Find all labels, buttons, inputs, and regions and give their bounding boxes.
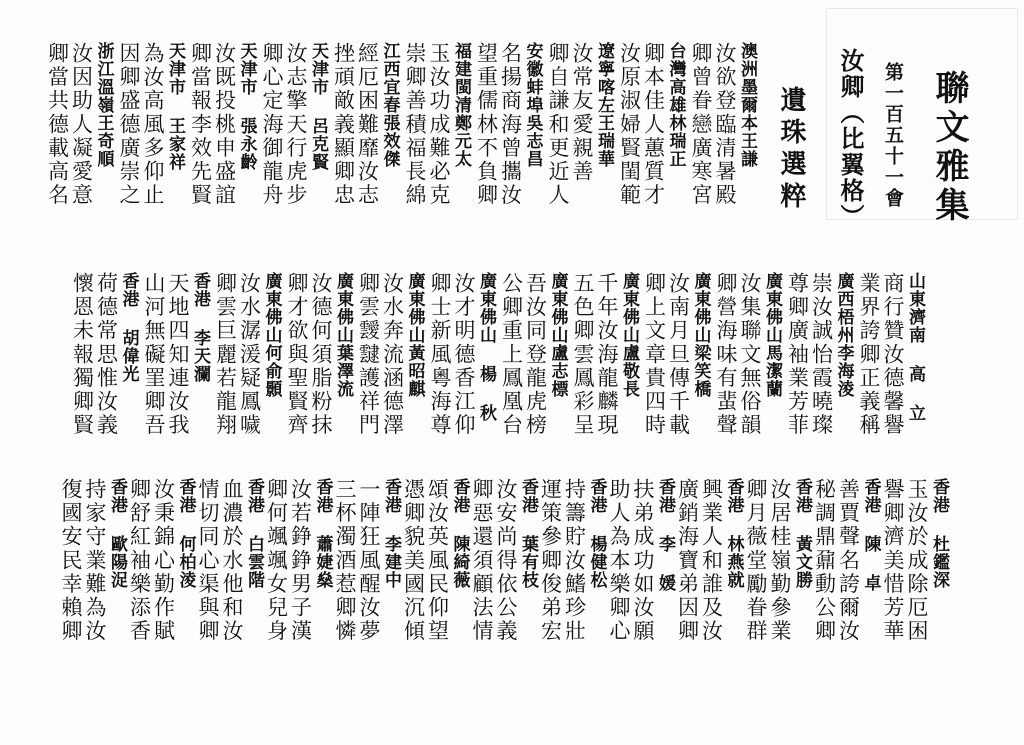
poet-name: 香港 黃文勝	[792, 478, 812, 589]
poet-name: 香港 何柏淩	[175, 478, 196, 589]
couplet-line-a: 汝南月旦傳千載	[666, 272, 691, 438]
poet-name: 香港 蕭婕燊	[312, 478, 333, 589]
couplet-line-a: 汝因助人凝愛意	[69, 42, 94, 208]
couplet-line-a: 汝才明德香江仰	[452, 272, 476, 438]
couplet-line-a: 天地四知連汝我	[166, 272, 190, 438]
couplet-line-a: 持籌貯汝鰭珍壯	[562, 478, 587, 644]
poet-name: 江西宜春張效傑	[379, 42, 400, 168]
poet-name: 香港 李天瀾	[190, 272, 210, 383]
couplet-line-a: 玉汝功成難必克	[427, 42, 451, 208]
couplet-line-b: 運策參卿俊弟宏	[538, 478, 563, 644]
poet-name: 台灣高雄林瑞正	[665, 42, 686, 168]
couplet-line-b: 因卿盛德廣崇之	[117, 42, 141, 208]
poet-name: 天津市 張永齡	[236, 42, 257, 171]
poet-name: 香港 李 媛	[655, 478, 675, 592]
poet-name: 香港 杜鑑深	[929, 478, 949, 589]
poet-name: 廣東佛山何俞顥	[261, 272, 282, 398]
couplet-line-a: 持家守業難為汝	[83, 478, 107, 644]
couplet-line-a: 汝既投桃申盛誼	[212, 42, 237, 208]
poet-name: 香港 歐陽浞	[107, 478, 127, 589]
couplet-line-b: 助人為本樂卿心	[607, 478, 631, 644]
couplet-line-b: 五色卿雲鳳彩呈	[571, 272, 595, 438]
couplet-line-b: 汝原淑婦賢閨範	[617, 42, 642, 208]
poet-name: 廣東佛山葉澤流	[333, 272, 353, 398]
couplet-line-a: 名揚商海曾攜汝	[498, 42, 523, 208]
poet-name: 廣東佛山盧敬長	[619, 272, 639, 398]
couplet-line-b: 卿心定海御龍舟	[260, 42, 284, 208]
poet-name: 香港 陳綺薇	[449, 478, 470, 589]
couplet-line-b: 卿舒紅袖樂添香	[127, 478, 152, 644]
couplet-line-a: 汝若錚錚男子漢	[288, 478, 313, 644]
couplet-line-a: 興業人和誰及汝	[699, 478, 724, 644]
couplet-line-b: 山河無礙罣卿吾	[142, 272, 166, 438]
couplet-line-a: 血濃於水他和汝	[220, 478, 244, 644]
poet-name: 山東濟南 高 立	[905, 272, 925, 422]
couplet-line-b: 譽卿濟美惜芳華	[881, 478, 905, 644]
couplet-line-b: 情切同心渠與卿	[196, 478, 220, 644]
couplet-line-b: 卿雲靉靆護祥門	[356, 272, 381, 438]
couplet-line-b: 秘調鼎鼐動公卿	[812, 478, 837, 644]
couplet-line-a: 汝德何須脂粉抹	[309, 272, 333, 438]
couplet-line-a: 玉汝於成除厄困	[905, 478, 929, 644]
couplet-line-a: 汝居桂嶺勤參業	[768, 478, 792, 644]
couplet-line-b: 懷恩未報獨卿賢	[70, 272, 95, 438]
couplet-line-a: 汝水潺湲疑鳳噦	[237, 272, 262, 438]
poet-name: 遼寧喀左王瑞華	[594, 42, 614, 168]
couplet-line-a: 吾汝同登龍虎榜	[523, 272, 548, 438]
couplet-line-b: 卿士新風粵海尊	[428, 272, 452, 438]
couplet-line-b: 挫頑敵義顯卿忠	[331, 42, 356, 208]
couplet-line-b: 卿才欲與聖賢齊	[285, 272, 309, 438]
couplet-line-b: 卿曾眷戀廣寒宮	[689, 42, 713, 208]
poet-name: 香港 李建中	[381, 478, 401, 589]
couplet-line-b: 卿當報李效先賢	[188, 42, 213, 208]
couplet-line-b: 三杯濁酒惹卿憐	[333, 478, 357, 644]
couplet-line-a: 善賈聲名誇爾汝	[836, 478, 861, 644]
poet-name: 香港 陳 卓	[860, 478, 881, 592]
couplet-line-a: 汝秉錦心勤作賦	[151, 478, 176, 644]
poet-name: 廣東佛山盧志標	[547, 272, 568, 398]
poet-name: 香港 白雲階	[244, 478, 264, 589]
couplet-line-b: 崇卿善積福長綿	[403, 42, 427, 208]
couplet-line-b: 卿上文章貴四時	[642, 272, 667, 438]
poet-name: 安徽蚌埠吳志昌	[522, 42, 543, 168]
couplet-line-a: 崇汝誠怡霞曉璨	[809, 272, 834, 438]
journal-title: 聯文雅集	[929, 70, 969, 226]
couplet-line-a: 荷德常思惟汝義	[94, 272, 119, 438]
couplet-line-a: 卿本佳人蕙質才	[641, 42, 666, 208]
couplet-line-b: 尊卿廣袖業芳菲	[785, 272, 810, 438]
couplet-line-b: 卿營海味有蜚聲	[714, 272, 738, 438]
couplet-line-b: 業界誇卿正義稱	[857, 272, 881, 438]
couplet-line-a: 汝集聯文無俗韻	[738, 272, 762, 438]
couplet-line-a: 經厄困難靡汝志	[355, 42, 380, 208]
poet-name: 香港 林燕就	[723, 478, 744, 589]
couplet-line-b: 卿何颯颯女兒身	[264, 478, 289, 644]
poet-name: 廣東佛山梁笑橋	[690, 272, 711, 398]
section-title: 遺珠選粹	[776, 86, 806, 214]
session-number: 第一百五十一會	[882, 62, 904, 209]
couplet-line-b: 卿自謙和更近人	[546, 42, 570, 208]
couplet-line-a: 千年汝海龍麟現	[595, 272, 619, 438]
couplet-line-b: 卿月薇堂勵眷群	[744, 478, 768, 644]
poet-name: 浙江溫嶺王奇順	[93, 42, 114, 168]
poet-name: 廣東佛山馬潔蘭	[762, 272, 782, 398]
couplet-line-b: 廣銷海寶弟因卿	[675, 478, 700, 644]
poet-name: 廣東佛山黃昭麒	[404, 272, 425, 398]
couplet-line-a: 商行贊汝德馨譽	[881, 272, 905, 438]
couplet-line-a: 頌汝英風民仰望	[425, 478, 450, 644]
couplet-line-b: 憑卿貌美國沉傾	[401, 478, 426, 644]
couplet-line-a: 一陣狂風醒汝夢	[357, 478, 381, 644]
couplet-line-b: 卿雲巨麗若龍翔	[213, 272, 238, 438]
couplet-line-b: 公卿重上鳳凰台	[499, 272, 524, 438]
couplet-line-b: 復國安民幸賴卿	[59, 478, 83, 644]
couplet-line-a: 汝安尚得依公義	[494, 478, 518, 644]
poet-name: 天津市 王家祥	[165, 42, 185, 171]
couplet-line-a: 汝欲登臨清暑殿	[713, 42, 737, 208]
couplet-line-a: 汝常友愛親善	[570, 42, 594, 184]
couplet-line-a: 汝志擎天行虎步	[284, 42, 308, 208]
couplet-line-a: 汝水奔流涵德澤	[380, 272, 405, 438]
poet-name: 澳洲墨爾本王謙	[737, 42, 757, 168]
poet-name: 香港 胡偉光	[118, 272, 139, 383]
poet-name: 福建閩清鄭元太	[451, 42, 471, 168]
couplet-line-a: 為汝高風多仰止	[141, 42, 165, 208]
poet-name: 廣西梧州李海淩	[833, 272, 854, 398]
couplet-line-a: 扶弟成功如汝願	[631, 478, 655, 644]
theme-title: 汝卿（比翼格）	[836, 48, 865, 230]
couplet-line-b: 卿惡還須顧法情	[470, 478, 494, 644]
couplet-line-b: 卿當共德載高名	[45, 42, 70, 208]
poet-name: 天津市 呂克賢	[308, 42, 328, 171]
poet-name: 香港 葉有枝	[518, 478, 538, 589]
couplet-line-b: 望重儒林不負卿	[474, 42, 499, 208]
poet-name: 香港 楊健松	[586, 478, 607, 589]
poet-name: 廣東佛山 楊 秋	[476, 272, 496, 422]
